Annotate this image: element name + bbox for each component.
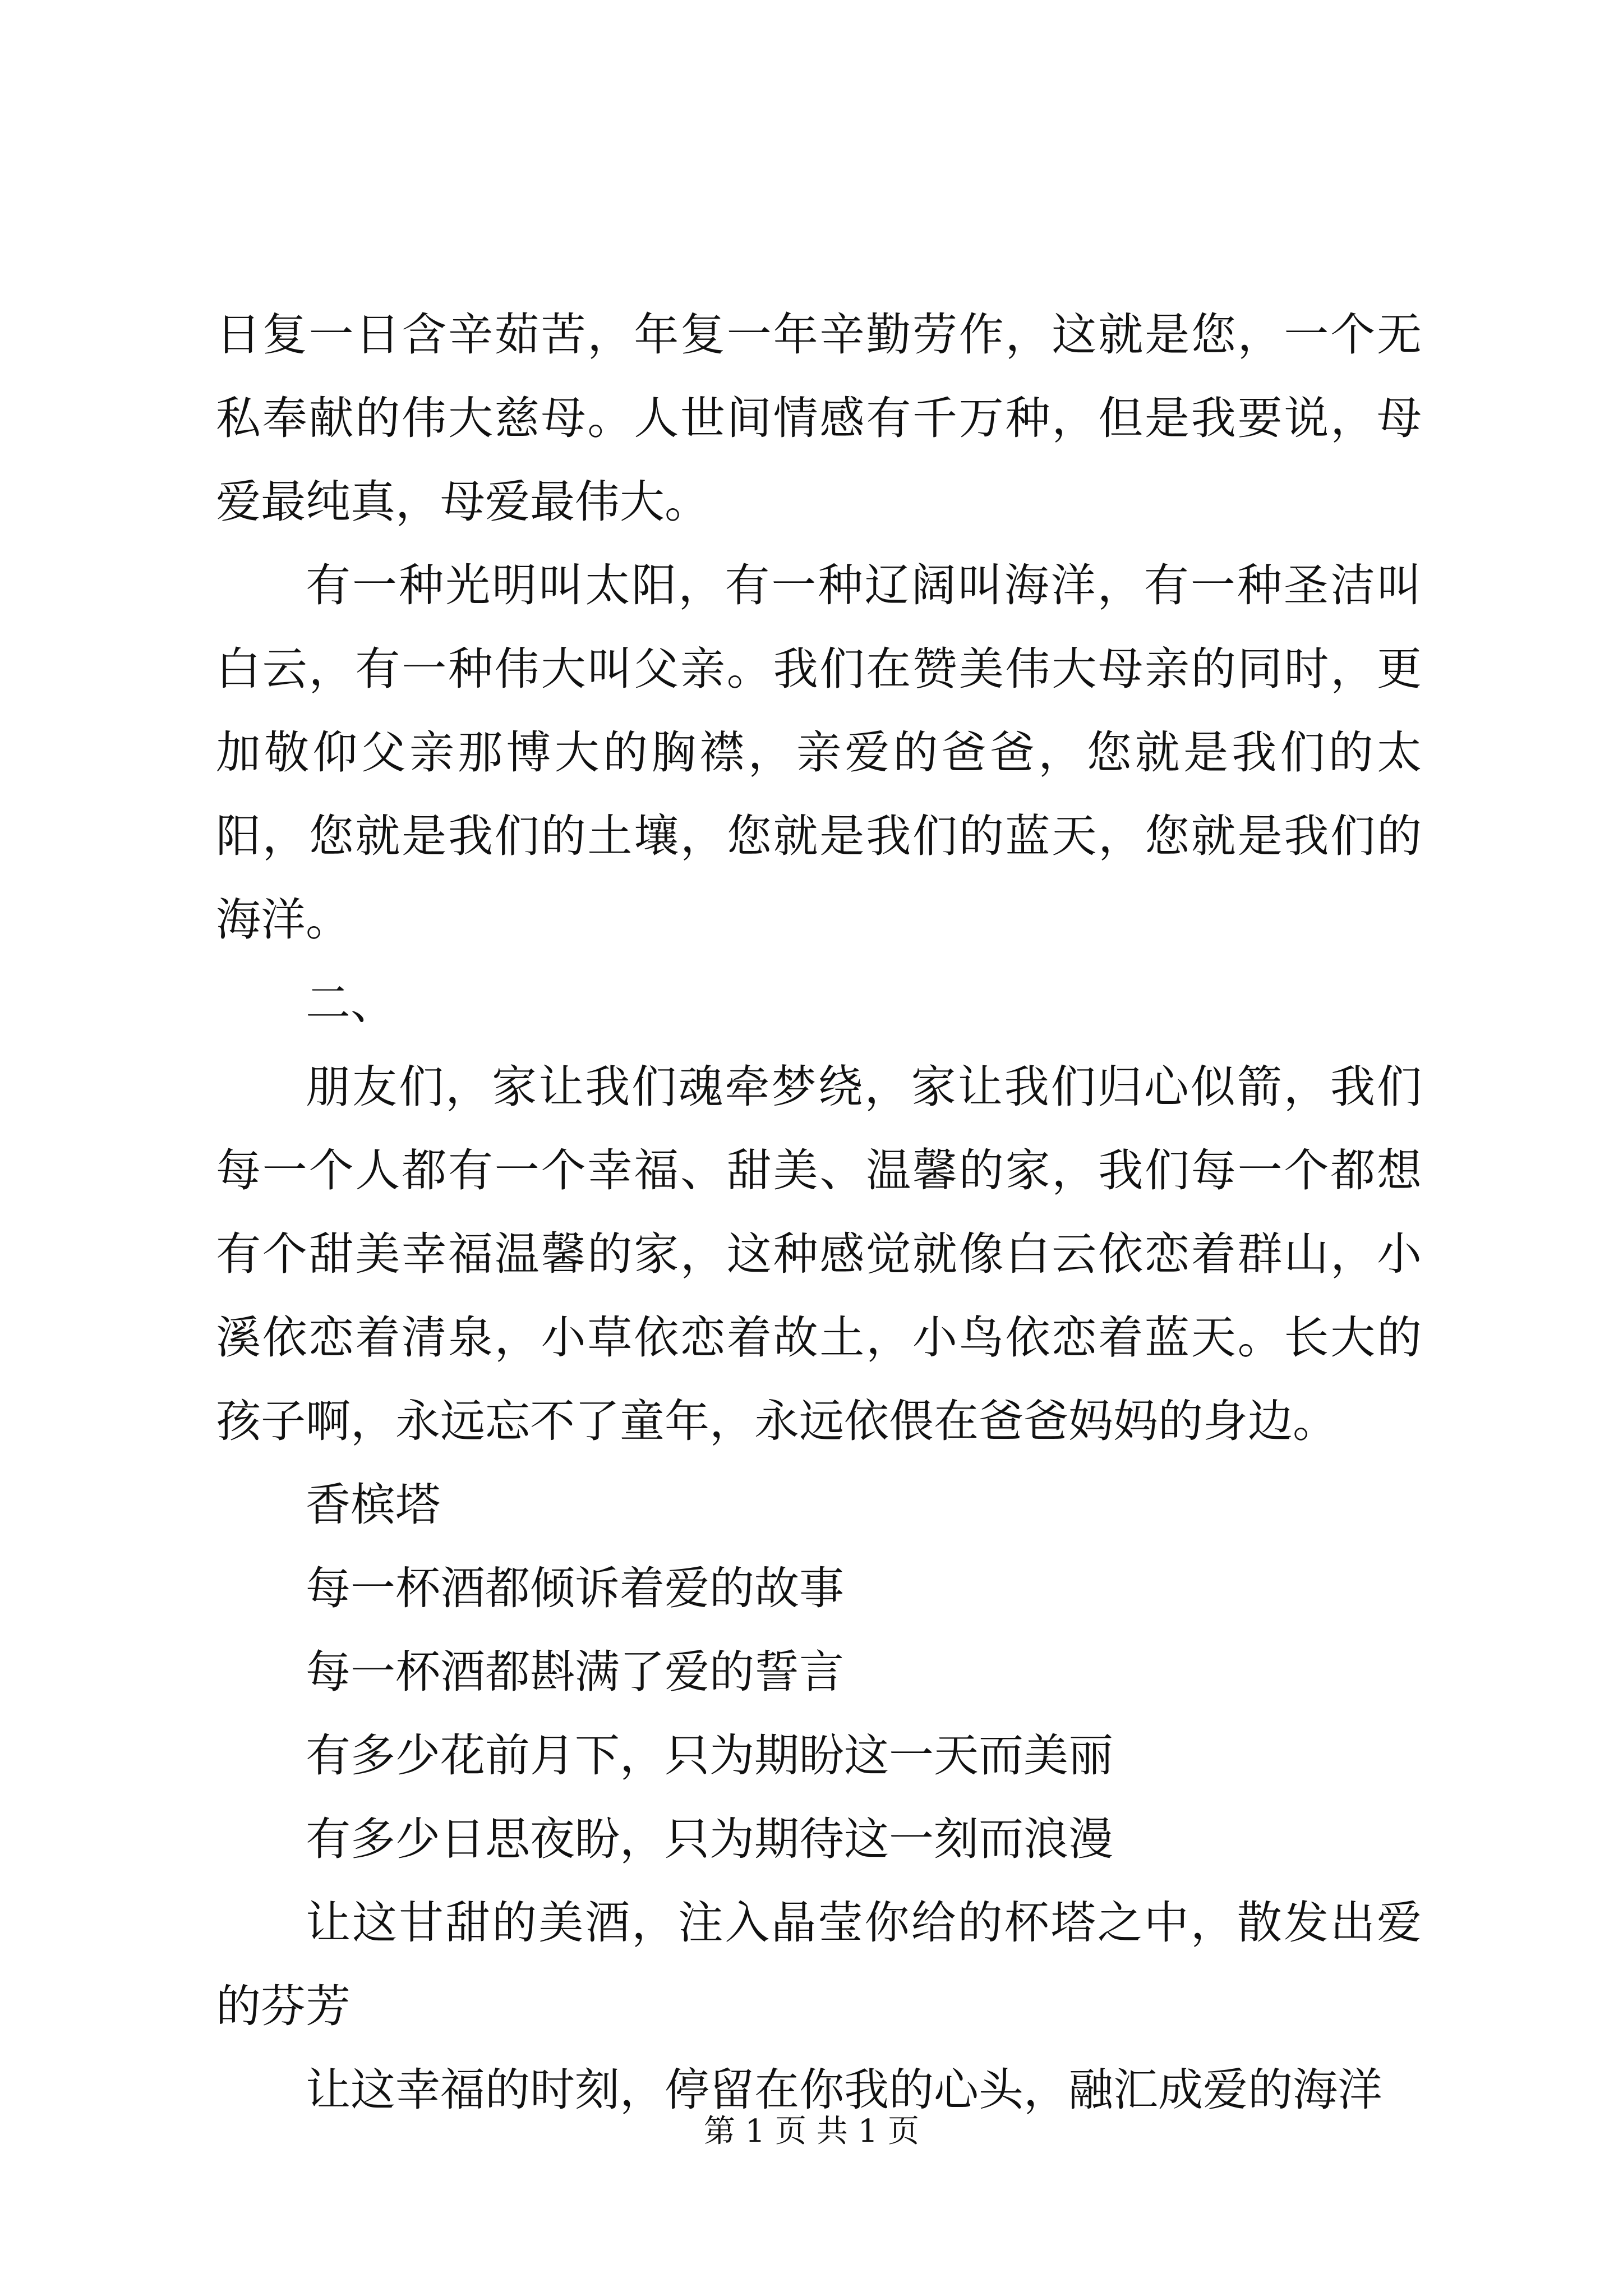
poem-line: 有多少日思夜盼，只为期待这一刻而浪漫 — [306, 1813, 1113, 1865]
page-footer: 第 1 页 共 1 页 — [703, 2113, 920, 2150]
poem-line: 每一杯酒都倾诉着爱的故事 — [306, 1562, 844, 1614]
document-body — [216, 293, 1422, 2132]
paragraph-father: 有一种光明叫太阳，有一种辽阔叫海洋，有一种圣洁叫白云，有一种伟大叫父亲。我们在赞美伟大母亲的同时，更加敬仰父亲那博大的胸襟，亲爱的爸爸，您就是我们的太阳，您就是我们的土壤，您就是我们的蓝天，您就是我们的海洋。 — [216, 559, 1422, 946]
paragraph-home: 朋友们，家让我们魂牵梦绕，家让我们归心似箭，我们每一个人都有一个幸福、甜美、温馨的家，我们每一个都想有个甜美幸福温馨的家，这种感觉就像白云依恋着群山，小溪依恋着清泉，小草依恋着故土，小鸟依恋着蓝天。长大的孩子啊，永远忘不了童年，永远依偎在爸爸妈妈的身边。 — [216, 1061, 1422, 1447]
poem-title: 香槟塔 — [306, 1479, 440, 1531]
poem-line: 让这幸福的时刻，停留在你我的心头，融汇成爱的海洋 — [306, 2064, 1382, 2116]
poem-line: 每一杯酒都斟满了爱的誓言 — [306, 1646, 844, 1698]
poem-line: 让这甘甜的美酒，注入晶莹你给的杯塔之中，散发出爱的芬芳 — [216, 1897, 1422, 2032]
poem-line: 有多少花前月下，只为期盼这一天而美丽 — [306, 1729, 1113, 1782]
section-heading-two: 二、 — [306, 977, 395, 1029]
paragraph-mother: 日复一日含辛茹苦，年复一年辛勤劳作，这就是您，一个无私奉献的伟大慈母。人世间情感有千万种，但是我要说，母爱最纯真，母爱最伟大。 — [216, 309, 1422, 528]
